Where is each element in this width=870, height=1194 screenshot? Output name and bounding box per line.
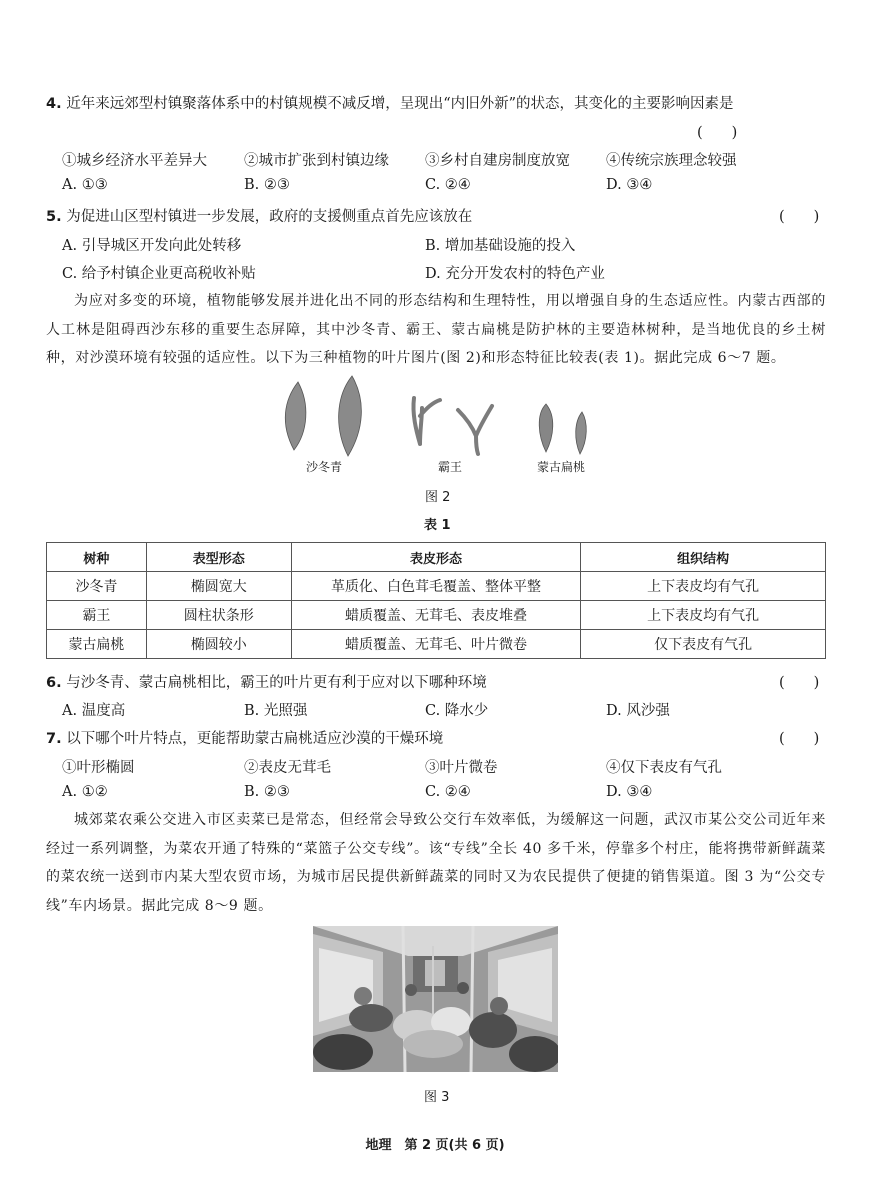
table-cell: 霸王 <box>47 601 147 630</box>
q6-text: 与沙冬青、蒙古扁桃相比，霸王的叶片更有利于应对以下哪种环境 <box>66 675 487 691</box>
q6-option-d: D. 风沙强 <box>606 703 670 719</box>
table-row <box>47 601 826 630</box>
figure-2-label-sha-dong-qing: 沙冬青 <box>306 460 343 474</box>
table-cell: 蒙古扁桃 <box>47 630 147 659</box>
leaf-ba-wang-icon <box>458 406 492 454</box>
q7-option-b: B. ②③ <box>244 784 290 800</box>
q5-option-b: B. 增加基础设施的投入 <box>425 238 576 254</box>
table-1 <box>46 542 826 659</box>
q7-option-d: D. ③④ <box>606 784 653 800</box>
table-cell: 椭圆较小 <box>146 630 291 659</box>
q6-option-c: C. 降水少 <box>425 703 489 719</box>
q4-text: 近年来远郊型村镇聚落体系中的村镇规模不减反增，呈现出“内旧外新”的状态，其变化的主要影响因素是 <box>66 96 734 112</box>
passage-8-9: 城郊菜农乘公交进入市区卖菜已是常态，但经常会导致公交行车效率低，为缓解这一问题，武汉市某公交公司近年来经过一系列调整，为菜农开通了特殊的“菜篮子公交专线”。该“专线”全长 40 多千米，停靠多个村庄，能将携带新鲜蔬菜的菜农统一送到市内某大型农贸市场，为城市居民提供新鲜蔬菜的同时又为农民提供了便捷的销售渠道。图 3 为“公交专线”车内场景。据此完成 8～9 题。 <box>46 812 826 914</box>
table-header-cell: 组织结构 <box>581 543 826 572</box>
q4-number: 4. <box>46 96 62 112</box>
q5-option-d: D. 充分开发农村的特色产业 <box>425 266 605 282</box>
q4-option-d: D. ③④ <box>606 177 653 193</box>
figure-2-caption: 图 2 <box>425 490 451 505</box>
q6-option-b: B. 光照强 <box>244 703 308 719</box>
q7-option-a: A. ①② <box>62 784 108 800</box>
table-cell: 沙冬青 <box>47 572 147 601</box>
q5-option-c: C. 给予村镇企业更高税收补贴 <box>62 266 256 282</box>
q7-item-4: ④仅下表皮有气孔 <box>606 760 722 776</box>
passage-6-7: 为应对多变的环境，植物能够发展并进化出不同的形态结构和生理特性，用以增强自身的生态适应性。内蒙古西部的人工林是阻碍西沙东移的重要生态屏障，其中沙冬青、霸王、蒙古扁桃是防护林的主要造林树种，是当地优良的乡土树种，对沙漠环境有较强的适应性。以下为三种植物的叶片图片(图 2)和形态特征比较表(表 1)。据此完成 6～7 题。 <box>46 293 826 366</box>
table-header-cell: 表型形态 <box>146 543 291 572</box>
q4-stem <box>46 92 734 113</box>
figure-2-label-meng-gu-bian-tao: 蒙古扁桃 <box>537 460 586 474</box>
q4-item-1: ①城乡经济水平差异大 <box>62 153 207 169</box>
bus-interior-photo <box>313 926 558 1072</box>
q5-number: 5. <box>46 209 62 225</box>
leaf-meng-gu-bian-tao-icon <box>539 404 553 452</box>
table-row <box>47 630 826 659</box>
q6-option-a: A. 温度高 <box>62 703 126 719</box>
q7-item-3: ③叶片微卷 <box>425 760 498 776</box>
q4-item-3: ③乡村自建房制度放宽 <box>425 153 570 169</box>
table-cell: 椭圆宽大 <box>146 572 291 601</box>
q7-stem <box>46 727 443 748</box>
table-cell: 上下表皮均有气孔 <box>581 572 826 601</box>
q4-item-4: ④传统宗族理念较强 <box>606 153 737 169</box>
q5-answer-paren: ( ) <box>779 209 820 225</box>
leaf-ba-wang-icon <box>413 398 440 444</box>
leaf-sha-dong-qing-icon <box>285 382 306 450</box>
leaf-sha-dong-qing-icon <box>339 376 362 456</box>
q4-item-2: ②城市扩张到村镇边缘 <box>244 153 389 169</box>
table-cell: 仅下表皮有气孔 <box>581 630 826 659</box>
table-cell: 革质化、白色茸毛覆盖、整体平整 <box>291 572 581 601</box>
q7-option-c: C. ②④ <box>425 784 471 800</box>
table-1-title: 表 1 <box>424 518 451 533</box>
q7-number: 7. <box>46 731 62 747</box>
q4-option-a: A. ①③ <box>62 177 108 193</box>
table-cell: 蜡质覆盖、无茸毛、表皮堆叠 <box>291 601 581 630</box>
q6-stem <box>46 671 487 692</box>
table-header-row <box>47 543 826 572</box>
figure-2-label-ba-wang: 霸王 <box>438 460 463 474</box>
figure-3-caption: 图 3 <box>424 1090 450 1105</box>
q4-option-c: C. ②④ <box>425 177 471 193</box>
q6-number: 6. <box>46 675 62 691</box>
table-cell: 蜡质覆盖、无茸毛、叶片微卷 <box>291 630 581 659</box>
table-cell: 上下表皮均有气孔 <box>581 601 826 630</box>
q7-text: 以下哪个叶片特点，更能帮助蒙古扁桃适应沙漠的干燥环境 <box>66 731 444 747</box>
q4-answer-paren: ( ) <box>697 125 738 141</box>
page-footer: 地理 第 2 页(共 6 页) <box>365 1138 505 1153</box>
figure-2-leaves <box>270 374 610 464</box>
table-row <box>47 572 826 601</box>
q5-option-a: A. 引导城区开发向此处转移 <box>62 238 242 254</box>
q5-text: 为促进山区型村镇进一步发展，政府的支援侧重点首先应该放在 <box>66 209 473 225</box>
q6-answer-paren: ( ) <box>779 675 820 691</box>
q7-answer-paren: ( ) <box>779 731 820 747</box>
q7-item-1: ①叶形椭圆 <box>62 760 135 776</box>
table-cell: 圆柱状条形 <box>146 601 291 630</box>
q7-item-2: ②表皮无茸毛 <box>244 760 331 776</box>
leaf-meng-gu-bian-tao-icon <box>576 412 587 454</box>
q4-option-b: B. ②③ <box>244 177 290 193</box>
q5-stem <box>46 205 472 226</box>
table-header-cell: 表皮形态 <box>291 543 581 572</box>
table-header-cell: 树种 <box>47 543 147 572</box>
